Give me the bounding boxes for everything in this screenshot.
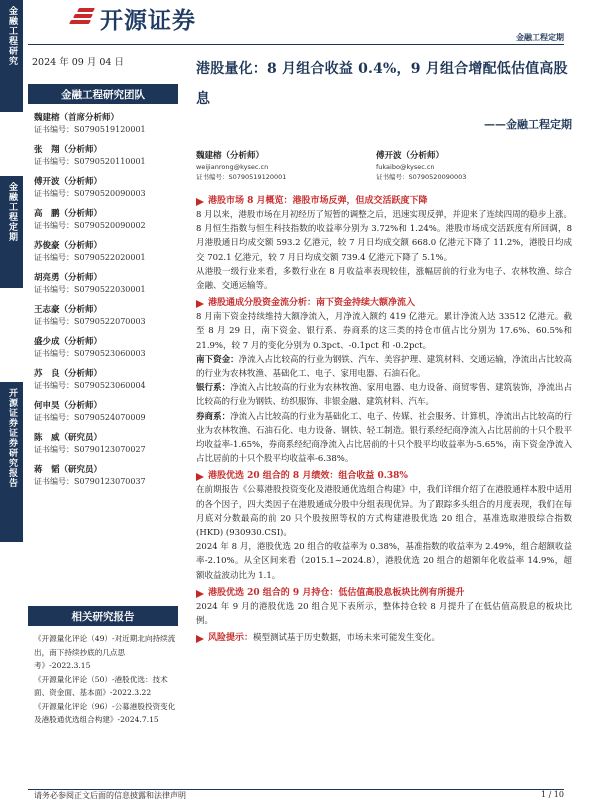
section-heading-text: 港股优选 20 组合的 9 月持仓：低估值高股息板块比例有所提升 [208, 587, 465, 598]
side-band-char: 工 [7, 26, 17, 36]
section-heading [196, 469, 572, 483]
member-name: 陈 威（研究员） [34, 433, 103, 443]
side-band-char: 研 [7, 448, 17, 458]
member-name: 高 鹏（分析师） [34, 209, 103, 219]
author-card [376, 150, 556, 182]
author-cert: 证书编号：S0790520090003 [376, 173, 467, 181]
side-band-3 [0, 382, 23, 542]
section-heading-text: 港股优选 20 组合的 8 月绩效：组合收益 0.38% [208, 471, 408, 482]
logo-mark-icon [68, 6, 96, 30]
side-band-char: 证 [7, 428, 17, 438]
member-cert: 证书编号：S0790522070003 [34, 317, 146, 326]
team-member [34, 176, 178, 200]
side-band-char: 研 [7, 46, 17, 56]
side-band-char: 券 [7, 438, 17, 448]
left-column [28, 52, 178, 488]
side-band-char: 融 [7, 16, 17, 26]
team-member [34, 112, 178, 136]
member-name: 傅开波（分析师） [34, 177, 103, 187]
main-content [196, 54, 572, 648]
member-cert: 证书编号：S0790520090003 [34, 189, 146, 198]
section-bullet-icon [196, 472, 204, 480]
header-tag: 金融工程定期 [516, 32, 564, 42]
team-member [34, 304, 178, 328]
paragraph-text: 净流入占比较高的行业为农林牧渔、家用电器、电力设备、商贸零售、建筑装饰，净流出占比较高的行业为钢铁、纺织服饰、非银金融、建筑材料、汽车。 [196, 383, 572, 408]
related-report-item: 《开源量化评论（96）-公募港股投资变化及港股通优选组合构建》-2024.7.15 [34, 701, 176, 724]
team-member [34, 272, 178, 296]
logo-text: 开源证券 [100, 7, 196, 34]
side-band-char: 究 [7, 458, 17, 468]
team-member [34, 208, 178, 232]
team-member [34, 400, 178, 424]
labeled-paragraph [196, 410, 572, 467]
team-member [34, 240, 178, 264]
section-heading-tail: 模型测试基于历史数据，市场未来可能发生变化。 [253, 633, 441, 644]
member-name: 苏俊豪（分析师） [34, 241, 103, 251]
section-paragraph: 2024 年 8 月，港股优选 20 组合的收益率为 0.38%，基准指数的收益率为 2.49%，组合超额收益率-2.10%。从全区间来看（2015.1~2024.8），港股优选 20 组合的超额年化收益率 14.9%，超额收益波动比为 1.1。 [196, 542, 572, 581]
section-heading [196, 631, 572, 645]
summary-section [196, 469, 572, 582]
report-subtitle: ——金融工程定期 [484, 118, 572, 131]
side-band-char: 开 [7, 388, 17, 398]
section-heading-text: 港股通成分股资金流分析：南下资金持续大额净流入 [208, 298, 416, 309]
member-name: 王志豪（分析师） [34, 305, 103, 315]
member-cert: 证书编号：S0790523060003 [34, 349, 146, 358]
related-report-item: 《开源量化评论（49）-对近期北向持续流出，南下持续抄底的几点思考》-2022.3.15 [34, 634, 176, 670]
paragraph-text: 净流入占比较高的行业为基础化工、电子、传媒、社会服务、计算机，净流出占比较高的行业为农林牧渔、石油石化、电力设备、钢铁、轻工制造。银行系经纪商净流入占比居前的十只个股平均收益率-1.65%，券商系经纪商净流入占比居前的十只个股平均收益率为-5.65%，南下资金净流入占比居前的十只个股平均收益率-6.38%。 [196, 411, 572, 465]
summary-section [196, 586, 572, 628]
side-band-1 [0, 0, 23, 112]
member-name: 胡亮勇（分析师） [34, 273, 103, 283]
section-heading [196, 194, 572, 208]
header-divider [28, 44, 564, 45]
team-member [34, 368, 178, 392]
section-paragraph: 在前期报告《公募港股投资变化及港股通优选组合构建》中，我们详细介绍了在港股通样本股中适用的各个因子，四大类因子在港股通成分股中分组表现优异。为了跟踪多头组合的月度表现，我们在每月底对分数最高的前 20 只个股按照等权的方式构建港股优选 20 组合，基准选取港股综合指数(HKD) (930930.CSI)。 [196, 485, 572, 539]
section-paragraph: 8 月南下资金持续维持大额净流入，月净流入额约 419 亿港元。累计净流入达 33512 亿港元。截至 8 月 29 日，南下资金、银行系、券商系的这三类的持仓市值占比分别为 17.6%、60.5%和 21.9%，较 7 月的变化分别为 0.3pct、-0.1pct 和 -0.2pct。 [196, 312, 572, 351]
section-heading-text: 风险提示： [208, 633, 254, 644]
member-name: 何申昊（分析师） [34, 401, 103, 411]
side-band-char: 告 [7, 478, 17, 488]
team-list [28, 112, 178, 488]
side-band-char: 金 [7, 182, 17, 192]
author-name: 傅开波（分析师） [376, 151, 445, 161]
side-band-char: 定 [7, 222, 17, 232]
paragraph-label: 券商系： [196, 411, 231, 422]
team-member [34, 464, 178, 488]
report-title: 港股量化：8 月组合收益 0.4%，9 月组合增配低估值高股息 [196, 61, 568, 107]
summary-sections [196, 194, 572, 645]
member-cert: 证书编号：S0790522020001 [34, 253, 146, 262]
member-cert: 证书编号：S0790522030001 [34, 285, 146, 294]
side-band-char: 金 [7, 6, 17, 16]
author-email: fukaibo@kysec.cn [376, 163, 435, 171]
section-paragraph: 从港股一级行业来看，多数行业在 8 月收益率表现较佳，涨幅居前的行业为电子、农林牧渔、综合金融、交通运输等。 [196, 266, 572, 292]
side-band-char: 报 [7, 468, 17, 478]
side-band-char: 程 [7, 212, 17, 222]
member-cert: 证书编号：S0790520090002 [34, 221, 146, 230]
author-email: weijianrong@kysec.cn [196, 163, 269, 171]
author-card [196, 150, 376, 182]
member-cert: 证书编号：S0790123070027 [34, 445, 146, 454]
member-cert: 证书编号：S0790123070037 [34, 477, 146, 486]
footer-disclaimer: 请务必参阅正文后面的信息披露和法律声明 [34, 791, 186, 800]
paragraph-text: 净流入占比较高的行业为钢铁、汽车、美容护理、建筑材料、交通运输，净流出占比较高的行业为农林牧渔、基础化工、电子、家用电器、石油石化。 [196, 354, 572, 380]
side-band-char: 证 [7, 408, 17, 418]
team-member [34, 336, 178, 360]
labeled-paragraph [196, 353, 572, 381]
team-member [34, 432, 178, 456]
member-name: 魏建榕（首席分析师） [34, 113, 120, 123]
section-paragraph: 8 月以来，港股市场在月初经历了短暂的调整之后，迅速实现反弹，并迎来了连续四周的稳步上涨。8 月恒生指数与恒生科技指数的收益率分别为 3.72%和 1.24%。港股市场成交活跃度有所回调，8 月港股通日均成交额 593.2 亿港元，较 7 月日均成交额 668.0 亿港元下降了 11.2%，港股日均成交 702.1 亿港元，较 7 月日均成交额 739.4 亿港元下降了 5.1%。 [196, 210, 572, 263]
summary-section [196, 631, 572, 645]
member-cert: 证书编号：S0790523060004 [34, 381, 146, 390]
side-band-char: 融 [7, 192, 17, 202]
side-band-char: 究 [7, 56, 17, 66]
summary-section [196, 194, 572, 293]
section-heading [196, 296, 572, 310]
side-band-char: 工 [7, 202, 17, 212]
author-cert: 证书编号：S0790519120001 [196, 173, 287, 181]
side-band-2 [0, 176, 23, 288]
page-number: 1 / 10 [540, 790, 564, 799]
member-name: 苏 良（分析师） [34, 369, 103, 379]
side-band-char: 源 [7, 398, 17, 408]
section-bullet-icon [196, 197, 204, 205]
section-bullet-icon [196, 634, 204, 642]
author-name: 魏建榕（分析师） [196, 151, 265, 161]
member-cert: 证书编号：S0790519120001 [34, 125, 146, 134]
labeled-paragraph [196, 381, 572, 409]
side-band-char: 期 [7, 232, 17, 242]
section-heading-text: 港股市场 8 月概览：港股市场反弹，但成交活跃度下降 [208, 196, 428, 206]
member-name: 盛少成（分析师） [34, 337, 103, 347]
member-cert: 证书编号：S0790520110001 [34, 157, 146, 166]
related-reports-heading: 相关研究报告 [28, 606, 178, 626]
report-date: 2024 年 09 月 04 日 [32, 57, 124, 68]
paragraph-label: 银行系： [196, 383, 231, 394]
summary-section [196, 296, 572, 466]
section-heading [196, 586, 572, 600]
member-name: 张 翔（分析师） [34, 145, 103, 155]
side-band-char: 程 [7, 36, 17, 46]
member-cert: 证书编号：S0790524070009 [34, 413, 146, 422]
related-report-item: 《开源量化评论（50）-港股优选：技术面、资金面、基本面》-2022.3.22 [34, 674, 168, 697]
team-heading: 金融工程研究团队 [28, 84, 178, 104]
member-name: 蒋 韬（研究员） [34, 465, 103, 475]
related-reports-list [34, 632, 178, 727]
company-logo [68, 2, 196, 34]
author-block [196, 150, 572, 182]
team-member [34, 144, 178, 168]
section-bullet-icon [196, 589, 204, 597]
paragraph-label: 南下资金： [196, 354, 239, 365]
section-bullet-icon [196, 299, 204, 307]
side-band-char: 券 [7, 418, 17, 428]
section-paragraph: 2024 年 9 月的港股优选 20 组合见下表所示，整体持仓较 8 月提升了在低估值高股息的板块比例。 [196, 601, 572, 627]
